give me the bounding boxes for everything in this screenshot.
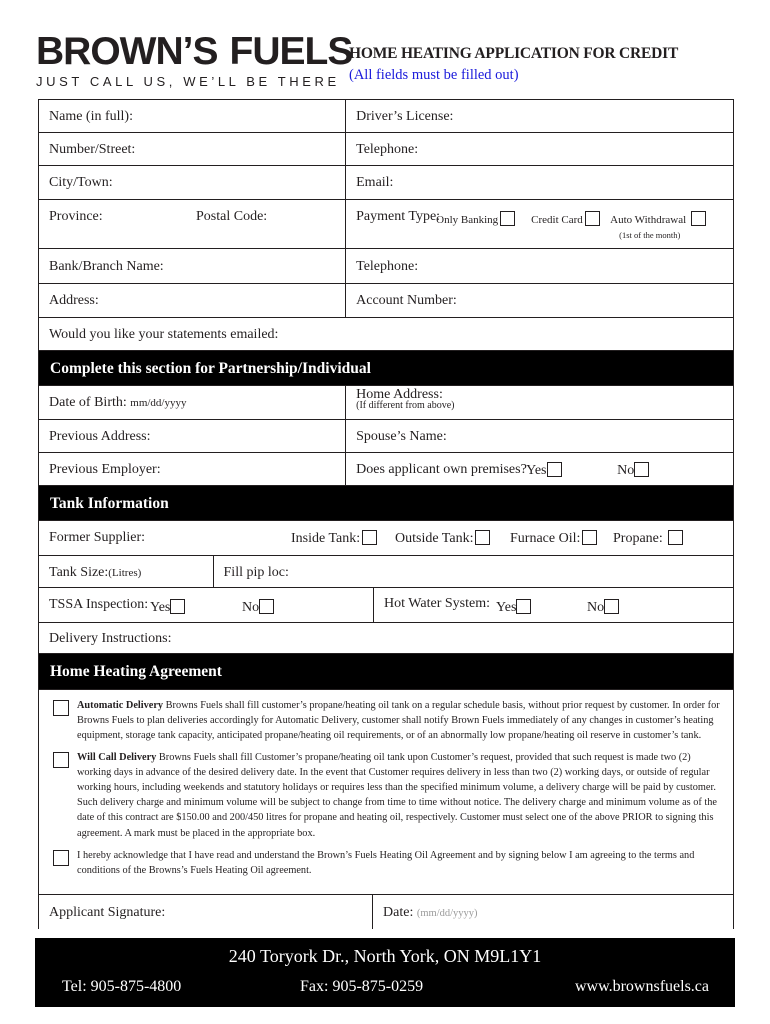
signature-date-format: (mm/dd/yyyy)	[416, 908, 478, 919]
applicant-signature-label: Applicant Signature:	[49, 905, 166, 920]
row-prev-employer	[39, 453, 733, 486]
own-premises-label: Does applicant own premises?	[356, 462, 527, 477]
form-title: HOME HEATING APPLICATION FOR CREDIT	[349, 45, 679, 62]
bank-address-field[interactable]	[39, 284, 345, 317]
hot-water-label: Hot Water System:	[384, 596, 490, 611]
province-field[interactable]	[39, 200, 345, 248]
bank-branch-label: Bank/Branch Name:	[49, 259, 164, 274]
home-address-note: (If different from above)	[356, 400, 455, 411]
bank-address-label: Address:	[49, 293, 99, 308]
name-field[interactable]	[39, 100, 345, 132]
home-address-label: Home Address:	[356, 387, 443, 402]
dob-field[interactable]	[39, 386, 345, 419]
tssa-no-label: No	[242, 600, 260, 615]
section-header-partnership: Complete this section for Partnership/Individual	[39, 351, 733, 386]
tank-size-unit: (Litres)	[108, 567, 142, 579]
home-address-field[interactable]	[345, 386, 733, 419]
city-field[interactable]	[39, 166, 345, 199]
hot-water-no-checkbox[interactable]	[604, 599, 619, 614]
outside-tank-label: Outside Tank:	[395, 531, 474, 546]
own-premises-yes-checkbox[interactable]	[547, 462, 562, 477]
signature-date-label: Date:	[383, 905, 414, 920]
form-subtitle: (All fields must be filled out)	[349, 67, 519, 83]
postal-code-label: Postal Code:	[196, 209, 268, 224]
hot-water-yes	[496, 599, 531, 616]
email-field[interactable]	[345, 166, 733, 199]
street-label: Number/Street:	[49, 142, 136, 157]
section-header-agreement: Home Heating Agreement	[39, 654, 733, 690]
footer-fax: Fax: 905-875-0259	[300, 978, 424, 995]
footer-website[interactable]: www.brownsfuels.ca	[574, 978, 709, 995]
drivers-license-label: Driver’s License:	[356, 109, 454, 124]
only-banking-checkbox[interactable]	[500, 211, 515, 226]
tssa-yes-checkbox[interactable]	[170, 599, 185, 614]
credit-card-checkbox[interactable]	[585, 211, 600, 226]
hot-water-field	[373, 588, 733, 622]
tssa-inspection-field	[39, 588, 373, 622]
spouse-name-label: Spouse’s Name:	[356, 429, 447, 444]
footer-address: 240 Toryork Dr., North York, ON M9L1Y1	[228, 946, 542, 966]
header	[0, 0, 770, 100]
acknowledgement-clause	[39, 848, 733, 878]
province-label: Province:	[49, 209, 103, 224]
own-premises-yes-label: Yes	[526, 463, 547, 478]
brand-tagline: JUST CALL US, WE’LL BE THERE	[36, 74, 340, 89]
option-propane	[613, 530, 683, 547]
automatic-delivery-text: Browns Fuels shall fill customer’s propane/heating oil tank on a regular schedule basis, without prior request by customer. In order for Browns Fuels to plan deliveries accordingly for Automatic Delivery, customer shall notify Brown Fuels immediately of any changes in customer’s heating equipment, storage tank capacity, anticipated propane/heating oil requirements, or of an abnormally low propane/heating oil reserve in customer’s tank.	[77, 700, 720, 742]
fill-pip-label: Fill pip loc:	[223, 565, 289, 580]
will-call-title: Will Call Delivery	[77, 751, 157, 763]
outside-tank-checkbox[interactable]	[475, 530, 490, 545]
row-bank-address	[39, 284, 733, 318]
former-supplier-field[interactable]	[39, 521, 733, 555]
option-inside-tank	[291, 530, 377, 547]
own-premises-field	[345, 453, 733, 485]
option-only-banking	[436, 211, 515, 226]
row-province	[39, 200, 733, 249]
dob-label: Date of Birth:	[49, 395, 127, 410]
brand-name-right: FUELS	[229, 30, 353, 73]
propane-label: Propane:	[613, 531, 663, 546]
row-bank	[39, 249, 733, 284]
auto-withdrawal-note: (1st of the month)	[619, 230, 681, 240]
previous-employer-field[interactable]	[39, 453, 345, 485]
statements-emailed-label: Would you like your statements emailed:	[49, 327, 279, 342]
option-furnace-oil	[510, 530, 597, 547]
will-call-clause	[39, 750, 733, 841]
payment-type-field	[345, 200, 733, 248]
own-premises-no-checkbox[interactable]	[634, 462, 649, 477]
signature-date-field[interactable]	[372, 895, 733, 929]
tssa-no-checkbox[interactable]	[259, 599, 274, 614]
own-premises-no-label: No	[617, 463, 635, 478]
automatic-delivery-title: Automatic Delivery	[77, 700, 164, 711]
tank-size-label: Tank Size:	[49, 565, 109, 580]
previous-address-field[interactable]	[39, 420, 345, 452]
furnace-oil-label: Furnace Oil:	[510, 531, 581, 546]
delivery-instructions-label: Delivery Instructions:	[49, 631, 172, 646]
dob-format: mm/dd/yyyy	[130, 397, 187, 409]
delivery-instructions-field[interactable]	[39, 623, 733, 653]
spouse-name-field[interactable]	[345, 420, 733, 452]
drivers-license-field[interactable]	[345, 100, 733, 132]
telephone-label: Telephone:	[356, 142, 419, 157]
propane-checkbox[interactable]	[668, 530, 683, 545]
account-number-field[interactable]	[345, 284, 733, 317]
hot-water-no-label: No	[587, 600, 605, 615]
option-credit-card	[531, 211, 600, 226]
previous-address-label: Previous Address:	[49, 429, 151, 444]
telephone-field[interactable]	[345, 133, 733, 165]
previous-employer-label: Previous Employer:	[49, 462, 161, 477]
tssa-yes	[150, 599, 185, 616]
hot-water-yes-label: Yes	[496, 600, 517, 615]
hot-water-yes-checkbox[interactable]	[516, 599, 531, 614]
row-name	[39, 99, 733, 133]
will-call-checkbox[interactable]	[53, 752, 69, 768]
account-number-label: Account Number:	[356, 293, 457, 308]
tssa-no	[242, 599, 274, 616]
footer	[35, 938, 735, 1007]
row-signature	[39, 895, 733, 929]
own-premises-no	[617, 462, 649, 479]
tank-size-field[interactable]	[39, 556, 213, 587]
row-dob	[39, 386, 733, 420]
auto-withdrawal-label: Auto Withdrawal	[610, 214, 687, 226]
row-delivery	[39, 623, 733, 654]
row-tssa	[39, 588, 733, 623]
agreement-body	[39, 690, 733, 895]
option-outside-tank	[395, 530, 490, 547]
auto-withdrawal-checkbox[interactable]	[691, 211, 706, 226]
applicant-signature-field[interactable]	[39, 895, 372, 929]
payment-type-label: Payment Type:	[356, 209, 441, 224]
name-label: Name (in full):	[49, 109, 133, 124]
tssa-label: TSSA Inspection:	[49, 597, 149, 612]
option-auto-withdrawal	[610, 211, 706, 226]
row-supplier	[39, 521, 733, 556]
brand-name-left: BROWN’S	[36, 30, 218, 73]
row-tank-size	[39, 556, 733, 588]
furnace-oil-checkbox[interactable]	[582, 530, 597, 545]
tssa-yes-label: Yes	[150, 600, 171, 615]
street-field[interactable]	[39, 133, 345, 165]
row-statements	[39, 318, 733, 351]
acknowledgement-checkbox[interactable]	[53, 850, 69, 866]
credit-card-label: Credit Card	[531, 214, 583, 226]
automatic-delivery-checkbox[interactable]	[53, 700, 69, 716]
row-city	[39, 166, 733, 200]
credit-application-form	[38, 99, 734, 929]
bank-branch-field[interactable]	[39, 249, 345, 283]
row-street	[39, 133, 733, 166]
inside-tank-checkbox[interactable]	[362, 530, 377, 545]
acknowledgement-text: I hereby acknowledge that I have read and understand the Brown’s Fuels Heating Oil Agreement and by signing below I am agreeing to the terms and conditions of the Browns’s Fuels Heating Oil agreement.	[77, 849, 695, 877]
only-banking-label: Only Banking	[436, 214, 499, 226]
row-prev-address	[39, 420, 733, 453]
hot-water-no	[587, 599, 619, 616]
former-supplier-label: Former Supplier:	[49, 530, 146, 545]
brand-logo	[36, 30, 353, 89]
statements-emailed-field[interactable]	[39, 318, 733, 350]
automatic-delivery-clause	[39, 698, 733, 744]
footer-telephone: Tel: 905-875-4800	[62, 978, 182, 995]
bank-telephone-field[interactable]	[345, 249, 733, 283]
bank-telephone-label: Telephone:	[356, 259, 419, 274]
own-premises-yes	[526, 462, 561, 479]
inside-tank-label: Inside Tank:	[291, 531, 361, 546]
section-header-tank: Tank Information	[39, 486, 733, 521]
fill-pip-field[interactable]	[213, 556, 733, 587]
email-label: Email:	[356, 175, 394, 190]
will-call-text: Browns Fuels shall fill Customer’s propane/heating oil tank upon Customer’s request, provided that such request is made two (2) working days in advance of the desired delivery date. In the event that Customer requires delivery in less than two (2) working days, or outside of regular working hours, including weekends and statutory holidays or requires less than the specified minimum volume, a delivery charge will be paid by customer. Such delivery charge and minimum volume will be subject to change from time to time without notice. The delivery charge and minimum volume as of the date of this contract are $150.00 and 200/450 litres for propane and heating oil, respectively. Customer must select one of the above PRIOR to signing this agreement. A mark must be placed in the appropriate box.	[77, 751, 717, 839]
city-label: City/Town:	[49, 175, 113, 190]
